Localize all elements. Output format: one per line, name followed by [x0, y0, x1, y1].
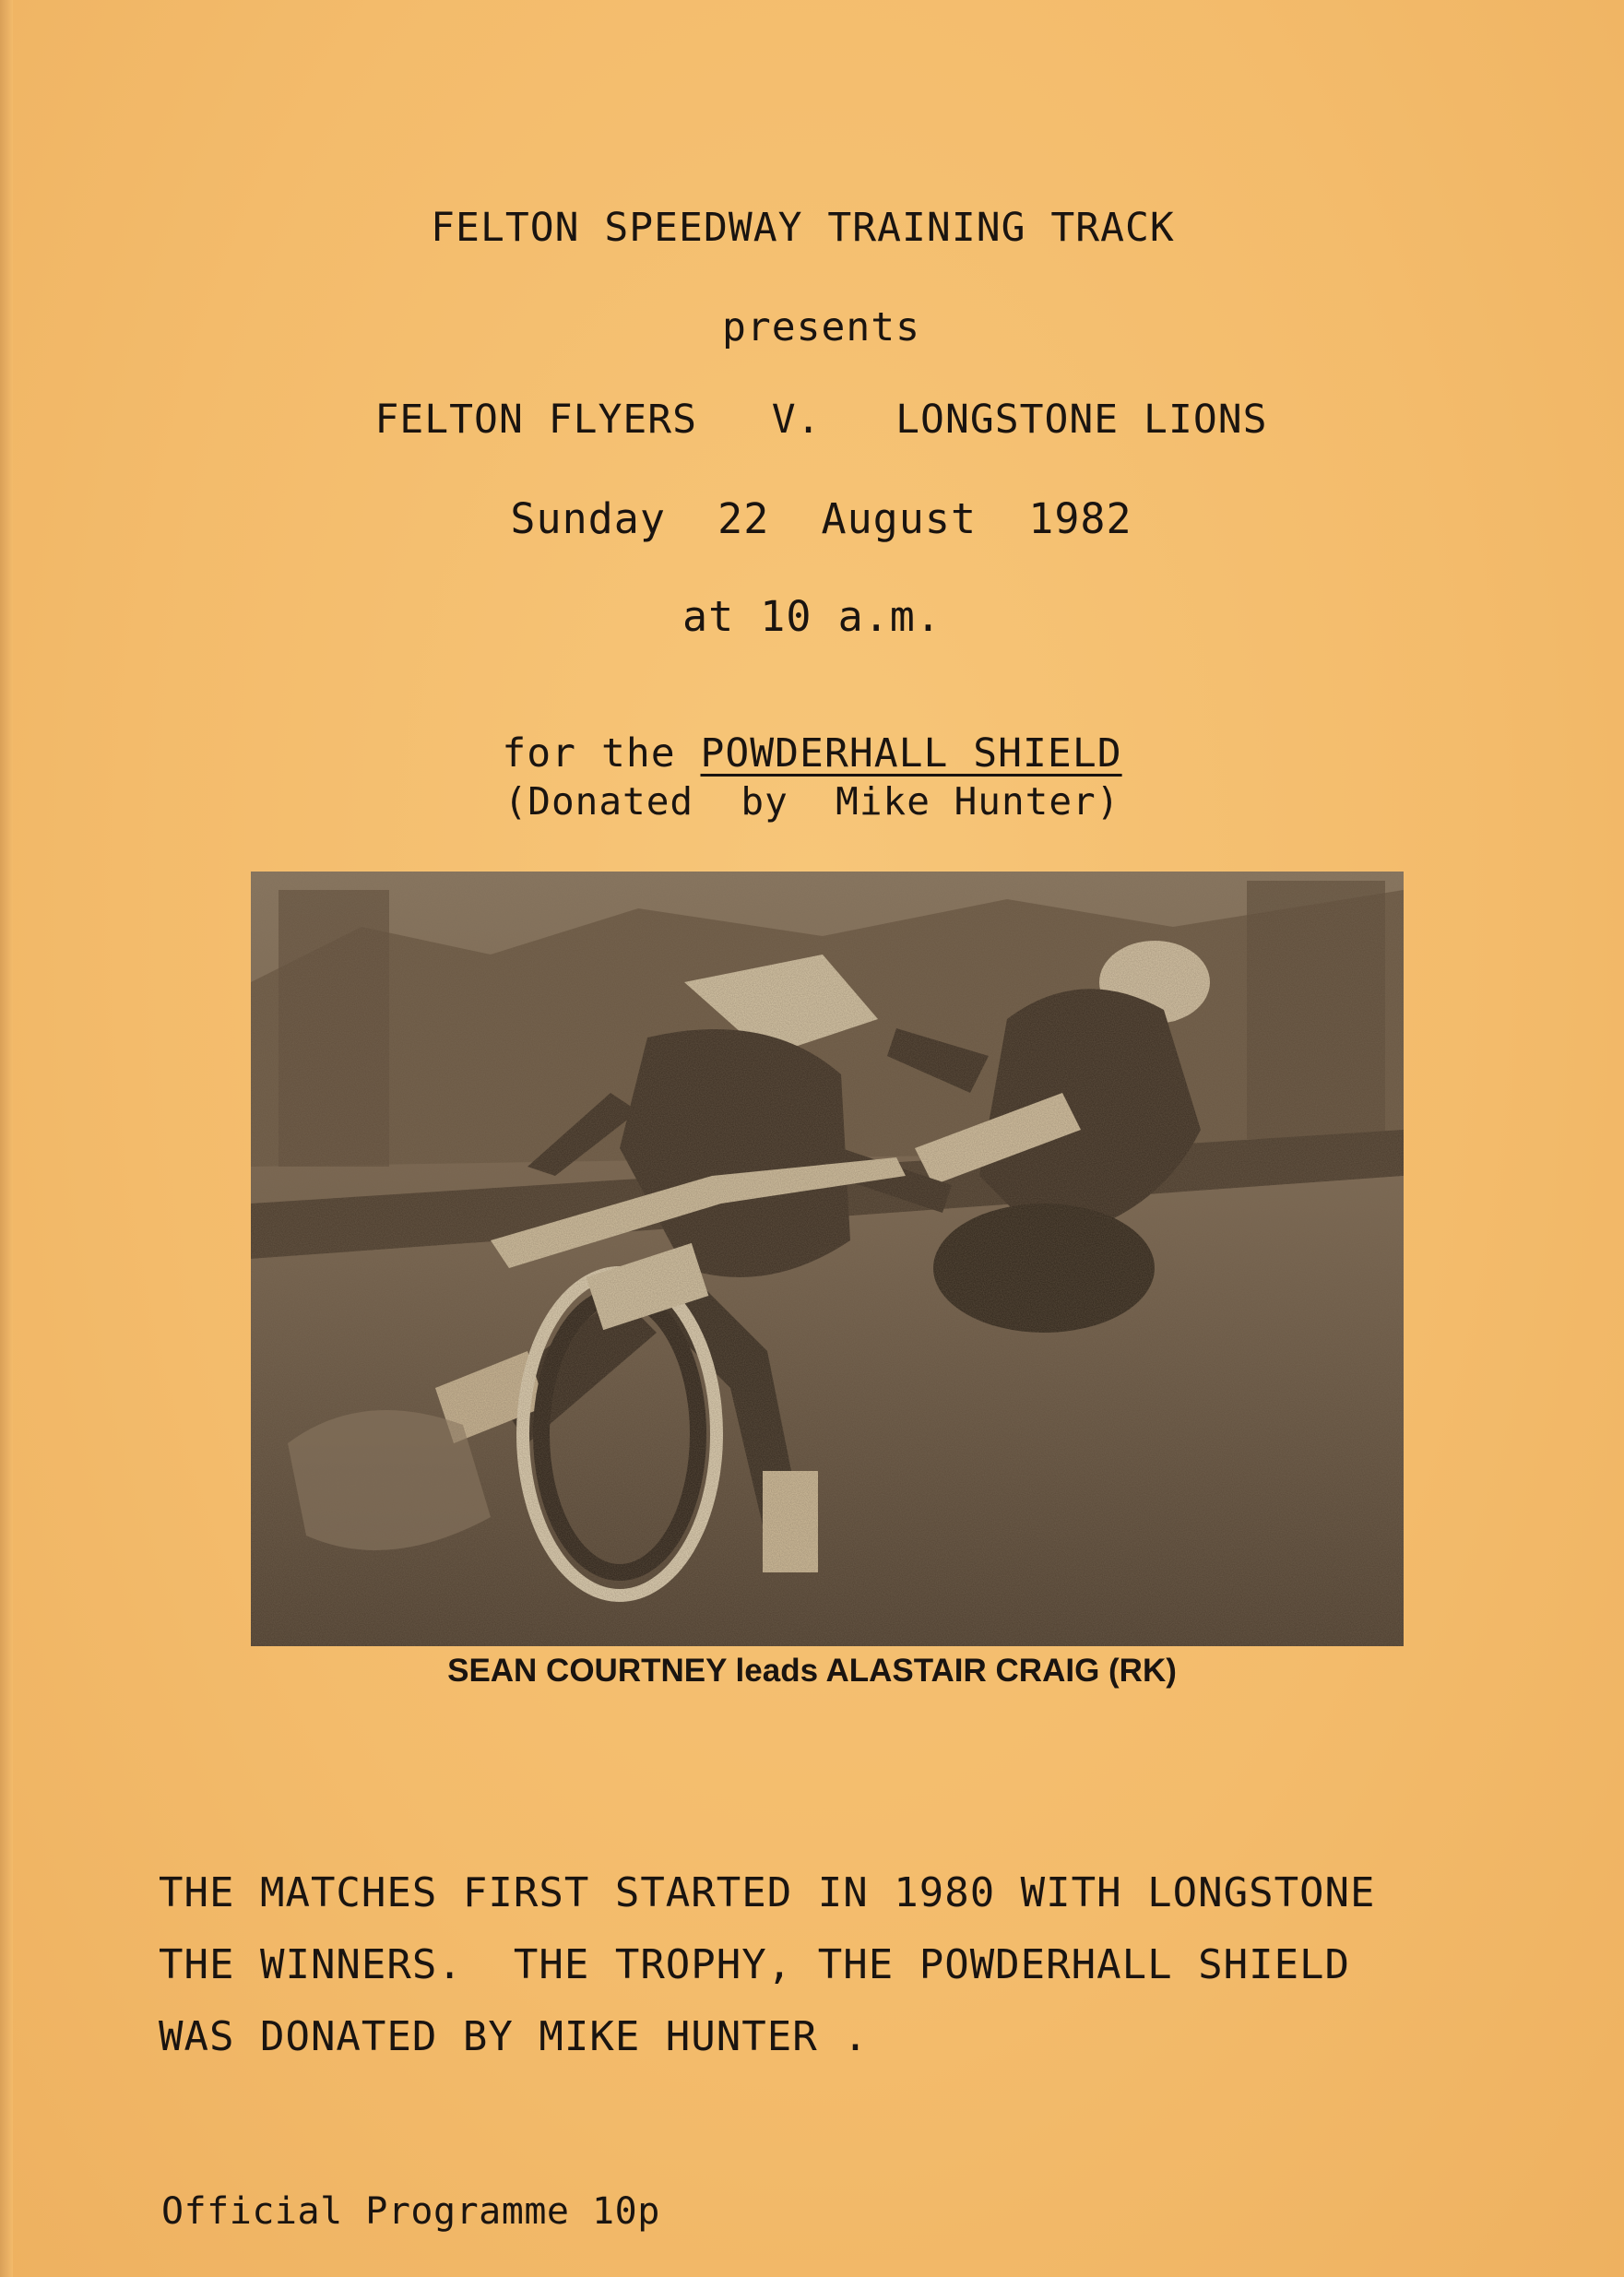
fixture-line [9, 397, 1624, 443]
versus-label: V. [771, 397, 822, 443]
match-date: Sunday 22 August 1982 [510, 494, 1132, 543]
trophy-donor: (Donated by Mike Hunter) [504, 779, 1120, 824]
programme-price: Official Programme 10p [161, 2190, 660, 2233]
speedway-photo [251, 872, 1404, 1646]
venue-title: FELTON SPEEDWAY TRAINING TRACK [431, 205, 1175, 251]
home-team: FELTON FLYERS [374, 397, 698, 443]
presents-line: presents [721, 304, 921, 350]
match-time: at 10 a.m. [682, 592, 942, 641]
photo-caption: SEAN COURTNEY leads ALASTAIR CRAIG (RK) [447, 1653, 1177, 1689]
trophy-prefix: for the [502, 730, 701, 777]
riders-image [251, 872, 1404, 1646]
history-line: WAS DONATED BY MIKE HUNTER . [159, 2013, 869, 2060]
trophy-line [0, 730, 1624, 777]
history-line: THE MATCHES FIRST STARTED IN 1980 WITH LONGSTONE [159, 1869, 1376, 1916]
trophy-name: POWDERHALL SHIELD [700, 730, 1122, 777]
history-paragraph [159, 1857, 1523, 2073]
away-team: LONGSTONE LIONS [895, 397, 1268, 443]
history-line: THE WINNERS. THE TROPHY, THE POWDERHALL SHIELD [159, 1941, 1351, 1988]
